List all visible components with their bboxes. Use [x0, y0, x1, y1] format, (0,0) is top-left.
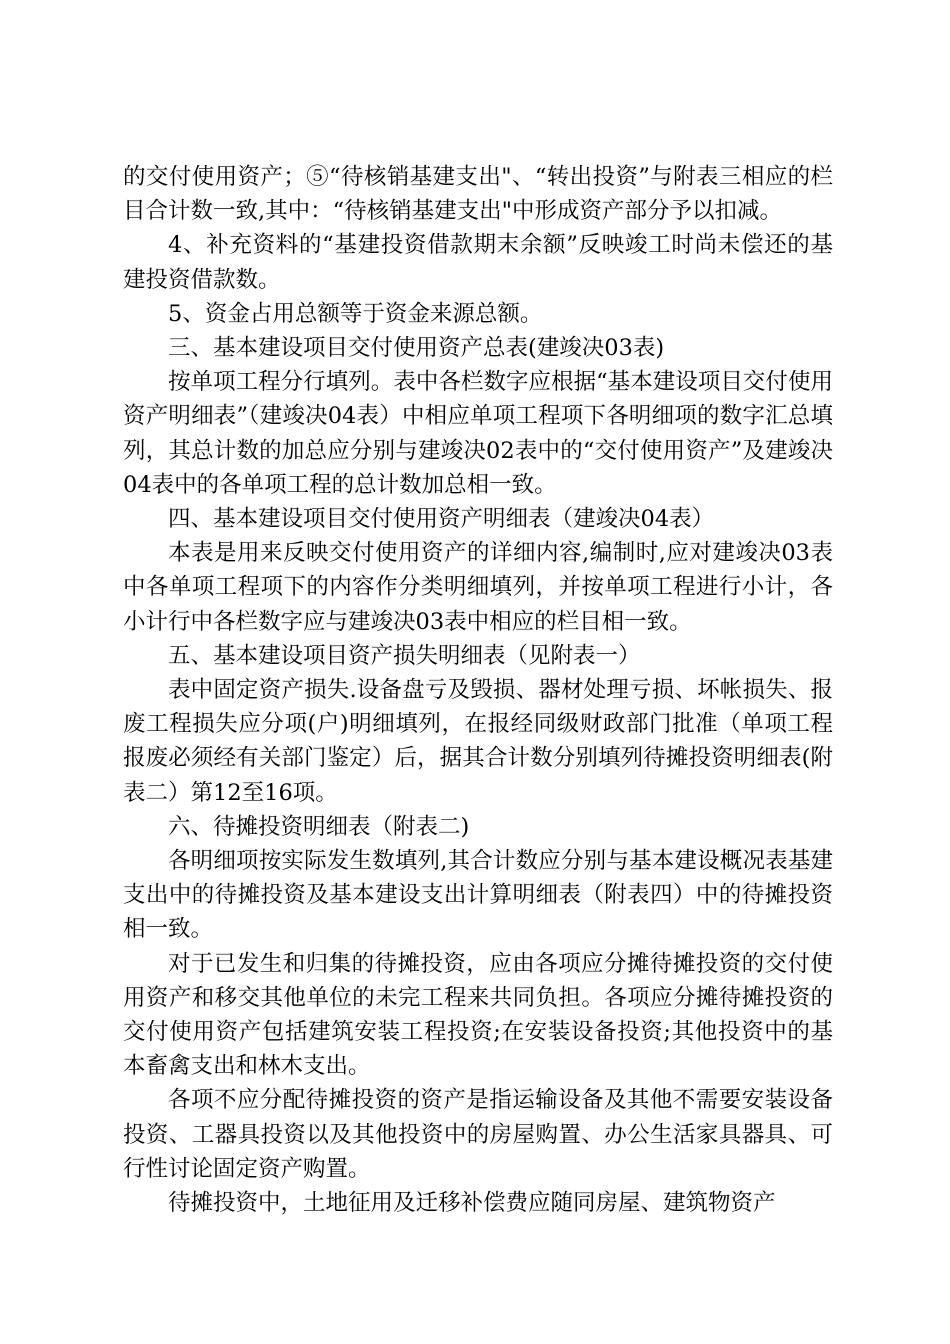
- paragraph-5: 按单项工程分行填列。表中各栏数字应根据“基本建设项目交付使用资产明细表”（建竣决04表）中相应单项工程项下各明细项的数字汇总填列，其总计数的加总应分别与建竣决02表中的“交付使用资产”及建竣决04表中的各单项工程的总计数加总相一致。: [123, 369, 833, 498]
- paragraph-7: 本表是用来反映交付使用资产的详细内容,编制时,应对建竣决03表中各单项工程项下的内容作分类明细填列，并按单项工程进行小计，各小计行中各栏数字应与建竣决03表中相应的栏目相一致。: [123, 540, 833, 635]
- paragraph-14: 待摊投资中，土地征用及迁移补偿费应随同房屋、建筑物资产: [168, 1190, 776, 1217]
- section-heading-6: 六、待摊投资明细表（附表二): [168, 813, 470, 840]
- paragraph-1: 的交付使用资产；⑤“待核销基建支出"、“转出投资”与附表三相应的栏目合计数一致,其中：“待核销基建支出"中形成资产部分予以扣减。: [123, 164, 833, 225]
- paragraph-12: 对于已发生和归集的待摊投资，应由各项应分摊待摊投资的交付使用资产和移交其他单位的未完工程来共同负担。各项应分摊待摊投资的交付使用资产包括建筑安装工程投资;在安装设备投资;其他投资中的基本畜禽支出和林木支出。: [123, 950, 833, 1080]
- section-heading-4: 四、基本建设项目交付使用资产明细表（建竣决04表）: [168, 506, 715, 533]
- section-heading-3: 三、基本建设项目交付使用资产总表(建竣决03表): [168, 335, 665, 362]
- body-text: [123, 160, 833, 1220]
- section-heading-5: 五、基本建设项目资产损失明细表（见附表一）: [168, 642, 641, 669]
- paragraph-13: 各项不应分配待摊投资的资产是指运输设备及其他不需要安装设备投资、工器具投资以及其他投资中的房屋购置、办公生活家具器具、可行性讨论固定资产购置。: [123, 1087, 833, 1182]
- paragraph-2: 4、补充资料的“基建投资借款期末余额”反映竣工时尚未偿还的基建投资借款数。: [123, 232, 833, 293]
- paragraph-9: 表中固定资产损失.设备盘亏及毁损、器材处理亏损、坏帐损失、报废工程损失应分项(户)明细填列，在报经同级财政部门批准（单项工程报废必须经有关部门鉴定）后，据其合计数分别填列待摊投资明细表(附表二）第12至16项。: [123, 677, 833, 806]
- paragraph-11: 各明细项按实际发生数填列,其合计数应分别与基本建设概况表基建支出中的待摊投资及基本建设支出计算明细表（附表四）中的待摊投资相一致。: [123, 848, 833, 943]
- paragraph-3: 5、资金占用总额等于资金来源总额。: [168, 300, 543, 327]
